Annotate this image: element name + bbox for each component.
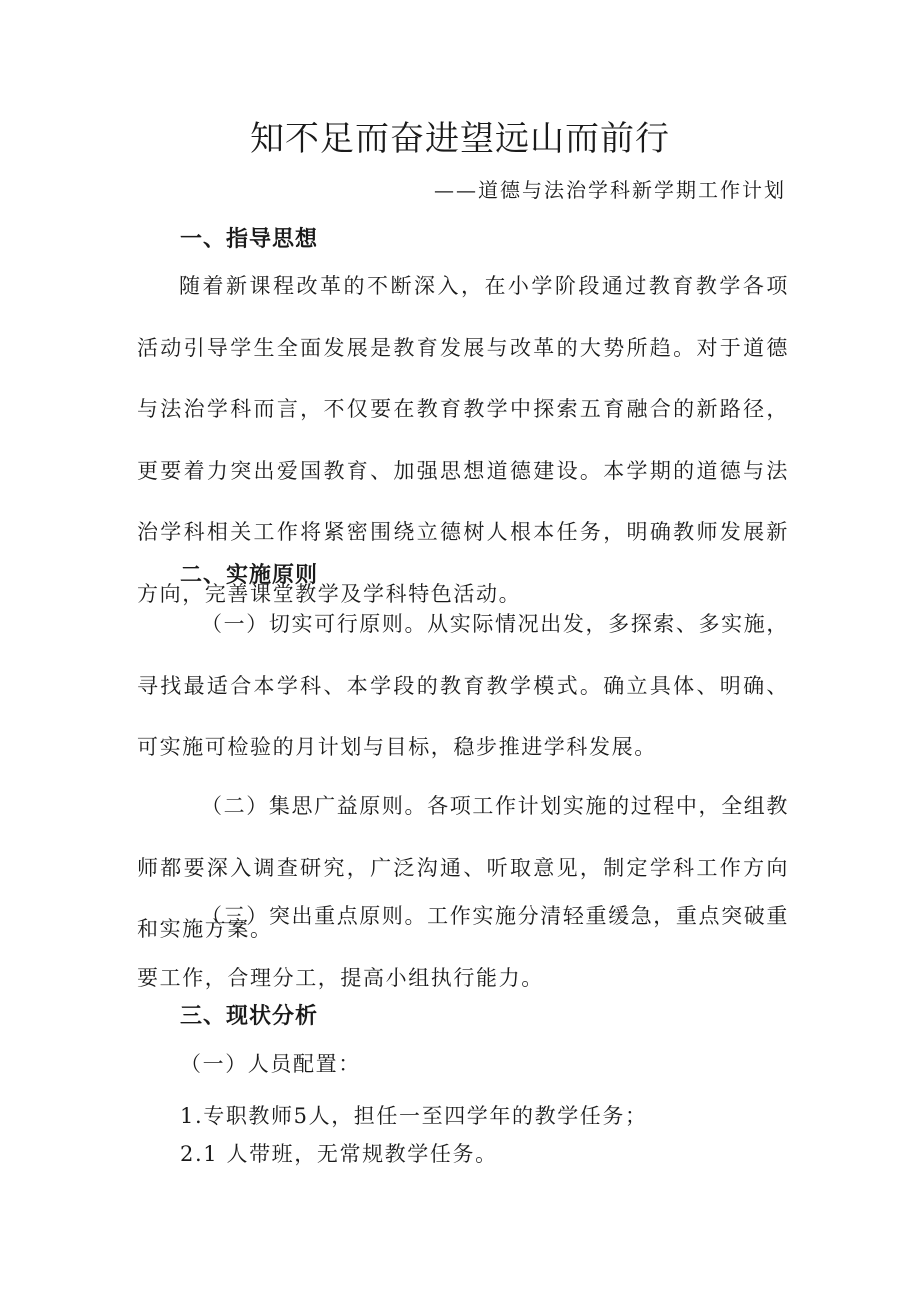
list-item: 1.专职教师5人，担任一至四学年的教学任务；	[180, 1104, 648, 1128]
section-heading-status-analysis: 三、现状分析	[180, 1004, 319, 1029]
section-heading-principles: 二、实施原则	[180, 563, 319, 588]
principle-paragraph: （二）集思广益原则。各项工作计划实施的过程中，全组教师都要深入调查研究，广泛沟通、听取意见，制定学科工作方向和实施方案。	[137, 794, 789, 941]
subsection-heading-staffing: （一）人员配置：	[180, 1052, 361, 1076]
principle-paragraph: （三）突出重点原则。工作实施分清轻重缓急，重点突破重要工作，合理分工，提高小组执行能力。	[137, 904, 789, 990]
document-subtitle: ——道德与法治学科新学期工作计划	[434, 178, 786, 202]
principle-paragraph: （一）切实可行原则。从实际情况出发，多探索、多实施，寻找最适合本学科、本学段的教育教学模式。确立具体、明确、可实施可检验的月计划与目标，稳步推进学科发展。	[137, 612, 789, 759]
document-title: 知不足而奋进望远山而前行	[250, 119, 670, 159]
section-paragraph-guiding-ideology: 随着新课程改革的不断深入，在小学阶段通过教育教学各项活动引导学生全面发展是教育发展与改革的大势所趋。对于道德与法治学科而言，不仅要在教育教学中探索五育融合的新路径，更要着力突出爱国教育、加强思想道德建设。本学期的道德与法治学科相关工作将紧密围绕立德树人根本任务，明确教师发展新方向，完善课堂教学及学科特色活动。	[137, 274, 789, 606]
section-heading-guiding-ideology: 一、指导思想	[180, 227, 319, 252]
list-item: 2.1 人带班，无常规教学任务。	[180, 1142, 498, 1166]
